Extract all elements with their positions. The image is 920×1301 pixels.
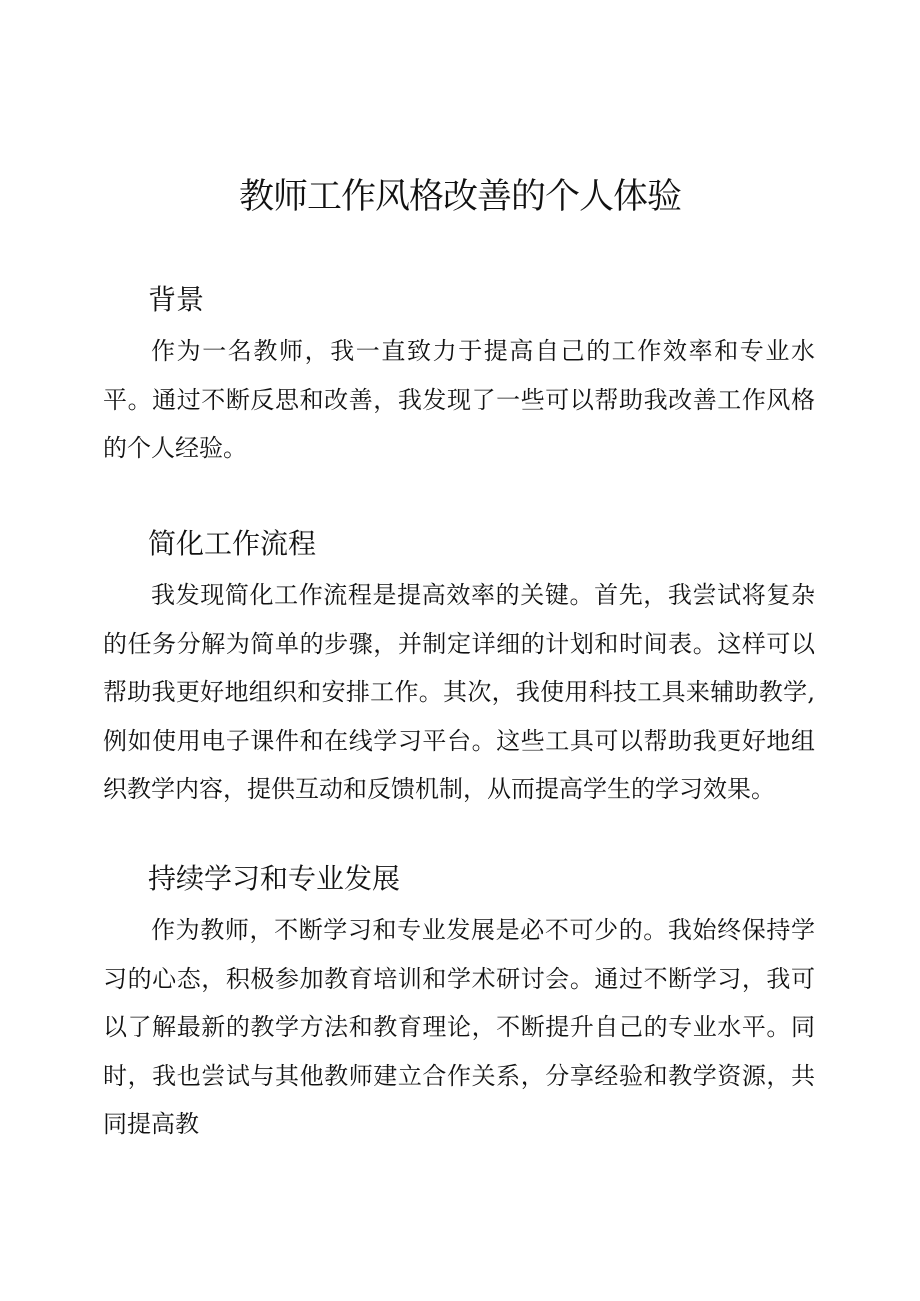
section-paragraph-simplify-workflow: 我发现简化工作流程是提高效率的关键。首先，我尝试将复杂的任务分解为简单的步骤，并制定详细的计划和时间表。这样可以帮助我更好地组织和安排工作。其次，我使用科技工具来辅助教学,例如使用电子课件和在线学习平台。这些工具可以帮助我更好地组织教学内容，提供互动和反馈机制，从而提高学生的学习效果。: [103, 581, 815, 803]
section-heading-background: 背景: [148, 283, 205, 316]
section-paragraph-continuous-learning: 作为教师，不断学习和专业发展是必不可少的。我始终保持学习的心态，积极参加教育培训和学术研讨会。通过不断学习，我可以了解最新的教学方法和教育理论，不断提升自己的专业水平。同时，我也尝试与其他教师建立合作关系，分享经验和教学资源，共同提高教: [103, 916, 815, 1138]
section-heading-continuous-learning: 持续学习和专业发展: [148, 862, 401, 895]
document-title: 教师工作风格改善的个人体验: [238, 177, 681, 217]
section-paragraph-background: 作为一名教师，我一直致力于提高自己的工作效率和专业水平。通过不断反思和改善，我发现了一些可以帮助我改善工作风格的个人经验。: [103, 337, 815, 462]
section-heading-simplify-workflow: 简化工作流程: [148, 527, 317, 560]
